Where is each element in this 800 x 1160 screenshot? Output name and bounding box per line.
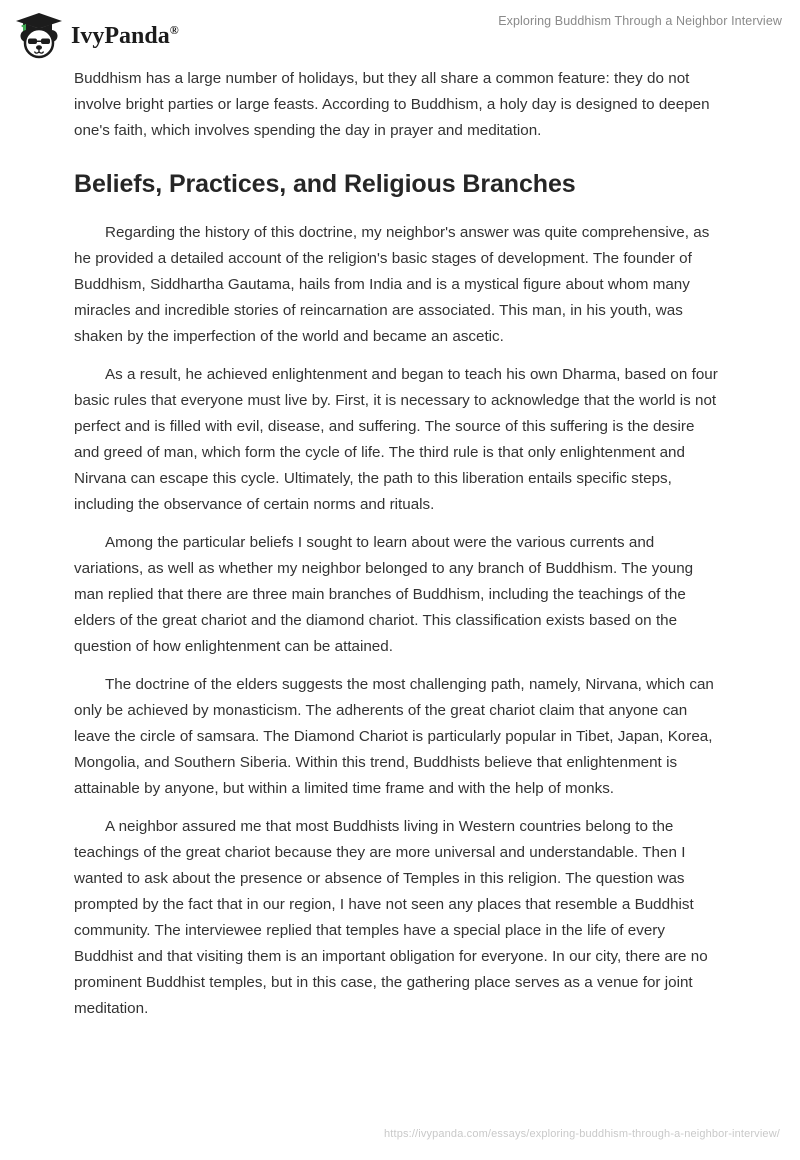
paragraph-1: Buddhism has a large number of holidays, but they all share a common feature: they do not involve bright parties or large feasts. According to Buddhism, a holy day is designed to deepen one's faith, which involves spending the day in prayer and meditation. <box>74 70 710 139</box>
footer-source-url[interactable]: https://ivypanda.com/essays/exploring-buddhism-through-a-neighbor-interview/ <box>384 1128 780 1140</box>
paragraph-4: Among the particular beliefs I sought to learn about were the various currents and variations, as well as whether my neighbor belonged to any branch of Buddhism. The young man replied that there are three main branches of Buddhism, including the teachings of the elders of the great chariot and the diamond chariot. This classification exists based on the question of how enlightenment can be attained. <box>74 534 694 655</box>
paragraph-6: A neighbor assured me that most Buddhists living in Western countries belong to the teachings of the great chariot because they are more universal and understandable. Then I wanted to ask about the presence or absence of Temples in this religion. The question was prompted by the fact that in our region, I have not seen any places that resemble a Buddhist community. The interviewee replied that temples have a special place in the life of every Buddhist and that visiting them is an important obligation for everyone. In our city, there are no prominent Buddhist temples, but in this case, the gathering place serves as a venue for joint meditation. <box>74 818 708 1017</box>
paragraph-5: The doctrine of the elders suggests the most challenging path, namely, Nirvana, which can only be achieved by monasticism. The adherents of the great chariot claim that anyone can leave the circle of samsara. The Diamond Chariot is particularly popular in Tibet, Japan, Korea, Mongolia, and Southern Siberia. Within this trend, Buddhists believe that enlightenment is attainable by anyone, but within a limited time frame and with the help of monks. <box>74 676 714 797</box>
registered-trademark-icon: ® <box>169 23 179 37</box>
paragraph-2: Regarding the history of this doctrine, my neighbor's answer was quite comprehensive, as he provided a detailed account of the religion's basic stages of development. The founder of Buddhism, Siddhartha Gautama, hails from India and is a mystical figure about whom many miracles and incredible stories of reincarnation are associated. This man, in his youth, was shaken by the imperfection of the world and became an ascetic. <box>74 224 710 345</box>
section-heading-beliefs-practices-branches: Beliefs, Practices, and Religious Branches <box>74 170 576 198</box>
brand-name-text: IvyPanda <box>71 23 170 49</box>
document-title-header: Exploring Buddhism Through a Neighbor Interview <box>498 14 782 28</box>
paragraph-3: As a result, he achieved enlightenment and began to teach his own Dharma, based on four basic rules that everyone must live by. First, it is necessary to acknowledge that the world is not perfect and is filled with evil, disease, and suffering. The source of this suffering is the desire and greed of man, which form the cycle of life. The third rule is that only enlightenment and Nirvana can escape this cycle. Ultimately, the path to this liberation entails specific steps, including the observance of certain norms and rituals. <box>74 366 718 513</box>
document-body <box>74 66 724 1034</box>
page-header <box>0 0 800 62</box>
